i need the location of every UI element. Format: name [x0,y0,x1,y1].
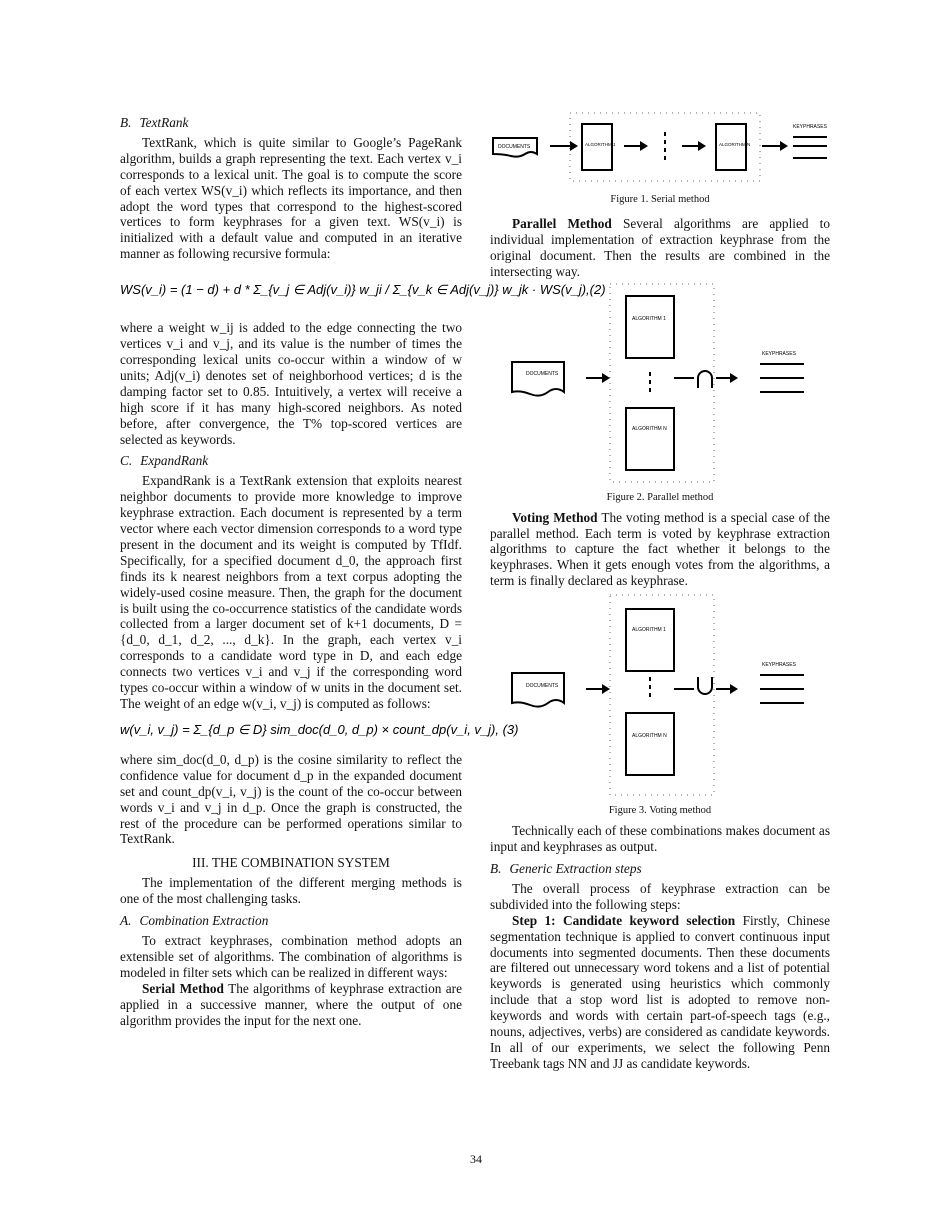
fig2-document-label: DOCUMENTS [526,370,559,377]
fig3-arrowhead-out [730,684,738,694]
fig3-arrowhead-in [602,684,610,694]
equation-3-svg [120,712,519,752]
figure-2-diagram [490,280,830,492]
fig1-algorithm-n-label: ALGORITHM N [719,142,751,147]
fig1-algorithm-1-box [582,124,612,170]
similarity-paragraph: where sim_doc(d_0, d_p) is the cosine similarity to reflect the confidence value for document d_p in the expanded document set and count_dp(v_i, v_j) is the count of the co-occur between words v_i and v_j in d_p. Once the graph is constructed, the rest of the procedure can be performed operations similar to TextRank. [120,751,462,847]
fig1-arrowhead-1 [570,141,578,151]
equation-3-text: w(v_i, v_j) = Σ_{d_p ∈ D} sim_doc(d_0, d_p) × count_dp(v_i, v_j), (3) [120,721,519,737]
figure-3-diagram [490,589,830,805]
right-column [490,108,830,1072]
section-3-heading: III. THE COMBINATION SYSTEM [192,855,390,871]
figure-3-caption: Figure 3. Voting method [608,805,712,817]
fig3-algorithm-n-box [626,713,674,775]
fig3-algorithm-1-label: ALGORITHM 1 [632,627,666,634]
figure-1-diagram [490,108,830,190]
equation-2 [120,262,606,320]
section-c-heading: C. ExpandRank [120,453,209,469]
equation-2-svg [120,262,606,320]
figure-3 [490,589,830,819]
equation-2-text: WS(v_i) = (1 − d) + d * Σ_{v_j ∈ Adj(v_i)} w_ji / Σ_{v_k ∈ Adj(v_j)} w_jk · WS(v_j),(2) [120,282,606,298]
step-1-paragraph: Step 1: Candidate keyword selection Firstly, Chinese segmentation technique is applied to convert continuous input documents into segmented documents. Then these documents are filtered out unnecessary word tokens and a list of potential keywords is generated using heuristics which commonly include that a stop word list is adopted to remove non-keywords and words with certain part-of-speech tags (e.g., nouns, adjectives, verbs) are considered as candidate keywords. In all of our experiments, we select the following Penn Treebank tags NN and JJ as candidate keywords. [490,912,830,1071]
intersection-icon [698,371,712,388]
fig2-algorithm-1-label: ALGORITHM 1 [632,315,666,322]
section-a-heading: A. Combination Extraction [120,913,269,929]
fig2-algorithm-n-label: ALGORITHM N [632,425,667,432]
equation-3 [120,712,519,752]
fig3-document-icon [512,673,564,707]
figure-2 [490,280,830,506]
fig3-document-label: DOCUMENTS [526,683,559,690]
implementation-paragraph: The implementation of the different merging methods is one of the most challenging tasks. [120,875,462,907]
fig1-arrowhead-4 [780,141,788,151]
figure-1-caption: Figure 1. Serial method [610,193,710,205]
fig3-algorithm-1-box [626,609,674,671]
steps-intro-paragraph: The overall process of keyphrase extraction can be subdivided into the following steps: [490,880,830,912]
fig1-algorithm-n-box [716,124,746,170]
union-icon [698,677,712,694]
fig3-output-label: KEYPHRASES [762,662,796,669]
expandrank-paragraph: ExpandRank is a TextRank extension that exploits nearest neighbor documents to provide more knowledge to improve keyphrase extraction. Each document is represented by a term vector where each vector dimension corresponds to a word type present in the document and its weight is computed by TfIdf. Specifically, for a specified document d_0, the approach first finds its k nearest neighbors from a text corpus adopting the widely-used cosine measure. Then, the graph for the document is built using the co-occurrence statistics of the candidate words collected from a larger document set of k+1 documents, D = {d_0, d_1, d_2, ..., d_k}. In the graph, each vertex v_i corresponds to a candidate word type in D, and each edge connects two vertices v_i and v_j if the corresponding word types co-occur within a window of w units in the document set. The weight of an edge w(v_i, v_j) is computed as follows: [120,473,462,711]
fig2-algorithm-1-box [626,296,674,358]
fig2-algorithm-n-box [626,408,674,470]
fig2-arrowhead-in [602,373,610,383]
fig2-output-label: KEYPHRASES [762,350,796,357]
voting-method-paragraph: Voting Method The voting method is a special case of the parallel method. Each term is voted by keyphrase extraction algorithms to capture the fact whether it belongs to the keyphrases. When it gets enough votes from the algorithms, a term is finally declared as keyphrase. [490,509,830,589]
figure-1 [490,108,830,204]
fig1-document-label: DOCUMENTS [498,144,531,150]
fig2-document-icon [512,362,564,396]
figure-2-caption: Figure 2. Parallel method [606,491,714,503]
textrank-paragraph: TextRank, which is quite similar to Google’s PageRank algorithm, builds a graph representing the text. Each vertex v_i corresponds to a lexical unit. The goal is to compute the score of each vertex WS(v_i) which reflects its importance, and then adopt the word types that correspond to the highest-scored vertices to form keyphrases for a given text. WS(v_i) is initialized with a default value and computed in an iterative manner as following recursive formula: [120,134,462,262]
combination-paragraph: To extract keyphrases, combination method adopts an extensible set of algorithms. The combination of algorithms is modeled in filter sets which can be realized in different ways: [120,932,462,980]
fig1-output-label: KEYPHRASES [793,124,827,130]
fig1-arrowhead-2 [640,141,648,151]
parallel-method-paragraph: Parallel Method Several algorithms are applied to individual implementation of extraction keyphrase from the original document. Then the results are combined in the intersecting way. [490,216,830,279]
fig2-arrowhead-out [730,373,738,383]
fig1-algorithm-1-label: ALGORITHM 1 [585,142,616,147]
serial-method-paragraph: Serial Method The algorithms of keyphrase extraction are applied in a successive manner, where the output of one algorithm provides the input for the next one. [120,980,462,1028]
page-number: 34 [470,1152,482,1166]
fig3-algorithm-n-label: ALGORITHM N [632,733,667,740]
fig1-arrowhead-3 [698,141,706,151]
textrank-weight-paragraph: where a weight w_ij is added to the edge connecting the two vertices v_i and v_j, and its value is the number of times the corresponding lexical units co-occur within a window of w units; Adj(v_i) denotes set of neighborhood vertices; d is the damping factor set to 0.85. Intuitively, a vertex will receive a high score if it has many high-scored neighbors. As noted before, after convergence, the T% top-scored vertices are selected as keywords. [120,320,462,447]
combinations-paragraph: Technically each of these combinations makes document as input and keyphrases as output. [490,823,830,855]
section-b-heading: B. TextRank [120,115,189,130]
section-b-generic-heading: B. Generic Extraction steps [490,860,642,876]
